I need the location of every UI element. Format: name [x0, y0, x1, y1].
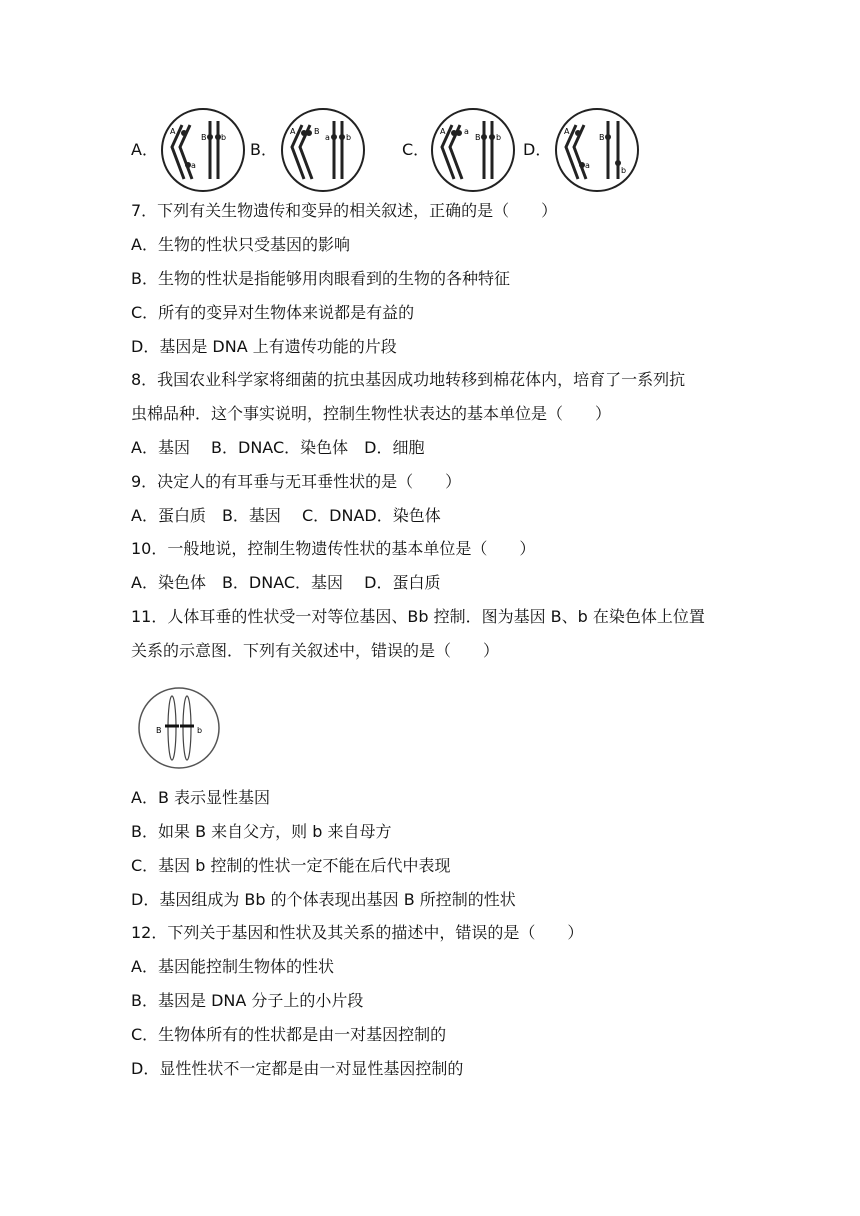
q6a-label-b: b	[221, 133, 227, 142]
q8-stem-line1: 8．我国农业科学家将细菌的抗虫基因成功地转移到棉花体内，培育了一系列抗	[131, 370, 686, 389]
q11-label-B: B	[156, 726, 162, 735]
q11-stem-line1: 11．人体耳垂的性状受一对等位基因、Bb 控制．图为基因 B、b 在染色体上位置	[131, 607, 705, 626]
q7-option-d: D．基因是 DNA 上有遗传功能的片段	[131, 337, 397, 356]
q12-option-c: C．生物体所有的性状都是由一对基因控制的	[131, 1025, 447, 1044]
q9-options: A．蛋白质 B．基因 C．DNAD．染色体	[131, 506, 441, 525]
q11-option-c: C．基因 b 控制的性状一定不能在后代中表现	[131, 856, 451, 875]
q6-option-d-label: D．	[523, 140, 552, 159]
q6d-label-b: b	[621, 166, 627, 175]
q6d-label-A: A	[564, 127, 570, 136]
q6c-label-A: A	[440, 127, 446, 136]
q6c-label-a: a	[464, 127, 469, 136]
q6c-label-b: b	[496, 133, 502, 142]
q6d-label-a: a	[585, 161, 590, 170]
q11-stem-line2: 关系的示意图．下列有关叙述中，错误的是（ ）	[131, 641, 500, 660]
q6-diagram-a	[160, 107, 246, 193]
q11-label-b: b	[197, 726, 203, 735]
q6-option-b-label: B．	[250, 140, 277, 159]
q11-option-d: D．基因组成为 Bb 的个体表现出基因 B 所控制的性状	[131, 890, 516, 909]
q6-diagram-d	[554, 107, 640, 193]
q8-options: A．基因 B．DNAC．染色体 D．细胞	[131, 438, 425, 457]
q6a-label-A: A	[170, 127, 176, 136]
q6-option-c-label: C．	[402, 140, 430, 159]
q9-stem: 9．决定人的有耳垂与无耳垂性状的是（ ）	[131, 472, 462, 491]
q8-stem-line2: 虫棉品种．这个事实说明，控制生物性状表达的基本单位是（ ）	[131, 404, 612, 423]
q11-option-b: B．如果 B 来自父方，则 b 来自母方	[131, 822, 392, 841]
q12-stem: 12．下列关于基因和性状及其关系的描述中，错误的是（ ）	[131, 923, 584, 942]
q7-option-b: B．生物的性状是指能够用肉眼看到的生物的各种特征	[131, 269, 510, 288]
q6a-label-B: B	[201, 133, 207, 142]
q12-option-b: B．基因是 DNA 分子上的小片段	[131, 991, 364, 1010]
q6d-label-B: B	[599, 133, 605, 142]
q11-chromosome-diagram	[137, 686, 221, 770]
q6-diagram-b	[280, 107, 366, 193]
q6b-label-B: B	[314, 127, 320, 136]
q7-option-c: C．所有的变异对生物体来说都是有益的	[131, 303, 415, 322]
q11-option-a: A．B 表示显性基因	[131, 788, 271, 807]
q6b-label-b: b	[346, 133, 352, 142]
q12-option-d: D．显性性状不一定都是由一对显性基因控制的	[131, 1059, 464, 1078]
q6a-label-a: a	[191, 161, 196, 170]
q6b-label-a: a	[325, 133, 330, 142]
q6b-label-A: A	[290, 127, 296, 136]
q6c-label-B: B	[475, 133, 481, 142]
q6-diagram-c	[430, 107, 516, 193]
q7-stem: 7．下列有关生物遗传和变异的相关叙述，正确的是（ ）	[131, 201, 558, 220]
q12-option-a: A．基因能控制生物体的性状	[131, 957, 334, 976]
q10-options: A．染色体 B．DNAC．基因 D．蛋白质	[131, 573, 441, 592]
q7-option-a: A．生物的性状只受基因的影响	[131, 235, 350, 254]
q10-stem: 10．一般地说，控制生物遗传性状的基本单位是（ ）	[131, 539, 536, 558]
q6-option-a-label: A．	[131, 140, 158, 159]
